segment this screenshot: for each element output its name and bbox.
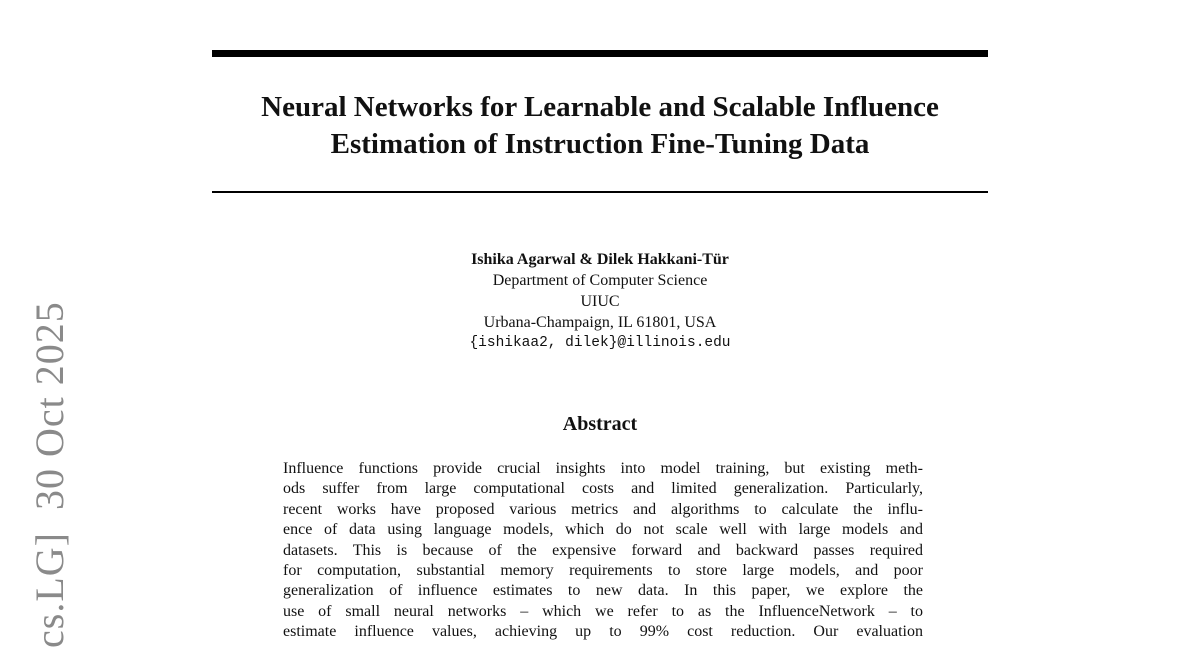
abstract-line: Influence functions provide crucial insights into model training, but existing meth- — [283, 460, 923, 477]
paper-title — [150, 89, 1050, 163]
author-names: Ishika Agarwal & Dilek Hakkani-Tür — [471, 251, 729, 268]
abstract-line: recent works have proposed various metrics and algorithms to calculate the influ- — [283, 500, 923, 518]
abstract-line: ods suffer from large computational costs and limited generalization. Particularly, — [283, 480, 923, 498]
affiliation-line: Urbana-Champaign, IL 61801, USA — [483, 314, 717, 331]
abstract-line: generalization of influence estimates to new data. In this paper, we explore the — [283, 582, 923, 600]
author-block — [350, 249, 850, 354]
affiliation-line: UIUC — [580, 293, 620, 310]
arxiv-side-stamp — [28, 301, 72, 648]
arxiv-date: 30 Oct 2025 — [27, 301, 72, 511]
abstract-body — [283, 459, 923, 643]
affiliation-line: Department of Computer Science — [492, 272, 708, 289]
abstract-line: use of small neural networks – which we refer to as the InfluenceNetwork – to — [283, 602, 923, 620]
abstract-line: ence of data using language models, which do not scale well with large models and — [283, 521, 923, 539]
title-line: Neural Networks for Learnable and Scalable Influence — [261, 91, 939, 123]
arxiv-category: cs.LG] — [27, 532, 72, 648]
abstract-heading: Abstract — [562, 413, 638, 435]
abstract-line: datasets. This is because of the expensive forward and backward passes required — [283, 541, 923, 559]
title-bottom-rule — [212, 191, 988, 193]
title-line: Estimation of Instruction Fine-Tuning Data — [330, 128, 870, 160]
title-top-rule — [212, 50, 988, 57]
author-email: {ishikaa2, dilek}@illinois.edu — [469, 335, 731, 351]
abstract-line: estimate influence values, achieving up to 99% cost reduction. Our evaluation — [283, 623, 923, 641]
abstract-line: for computation, substantial memory requirements to store large models, and poor — [283, 562, 923, 580]
